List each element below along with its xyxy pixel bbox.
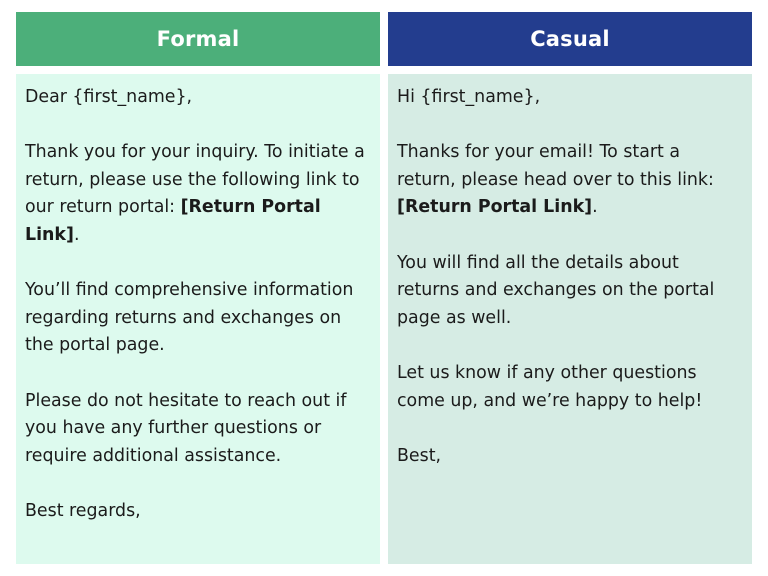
casual-paragraph-1-end: . bbox=[592, 197, 598, 218]
formal-paragraph-3: Please do not hesitate to reach out if you have any further questions or require additional assistance. bbox=[25, 390, 347, 466]
casual-paragraph-2: You will find all the details about returns and exchanges on the portal page as well. bbox=[397, 252, 715, 328]
formal-paragraph-1 bbox=[25, 139, 370, 249]
casual-email-text bbox=[388, 74, 752, 564]
comparison-table bbox=[16, 12, 752, 564]
casual-return-portal-link: [Return Portal Link] bbox=[397, 197, 593, 218]
formal-greeting: Dear {first_name}, bbox=[25, 87, 193, 107]
casual-paragraph-1 bbox=[397, 139, 742, 222]
formal-return-portal-link: [Return Portal Link] bbox=[25, 197, 321, 245]
formal-paragraph-2: You’ll find comprehensive information regarding returns and exchanges on the portal page. bbox=[25, 280, 354, 356]
casual-signoff: Best, bbox=[397, 445, 442, 466]
formal-email-text bbox=[16, 74, 380, 564]
formal-paragraph-1-text: Thank you for your inquiry. To initiate a return, please use the following link to our return portal: bbox=[25, 142, 365, 218]
casual-paragraph-3: Let us know if any other questions come up, and we’re happy to help! bbox=[397, 362, 703, 411]
casual-column-header: Casual bbox=[388, 12, 752, 66]
formal-column-header: Formal bbox=[16, 12, 380, 66]
formal-paragraph-1-end: . bbox=[73, 224, 80, 245]
formal-signoff: Best regards, bbox=[25, 500, 141, 521]
casual-paragraph-1-text: Thanks for your email! To start a return, please head over to this link: bbox=[397, 142, 714, 190]
casual-greeting: Hi {first_name}, bbox=[397, 87, 541, 107]
